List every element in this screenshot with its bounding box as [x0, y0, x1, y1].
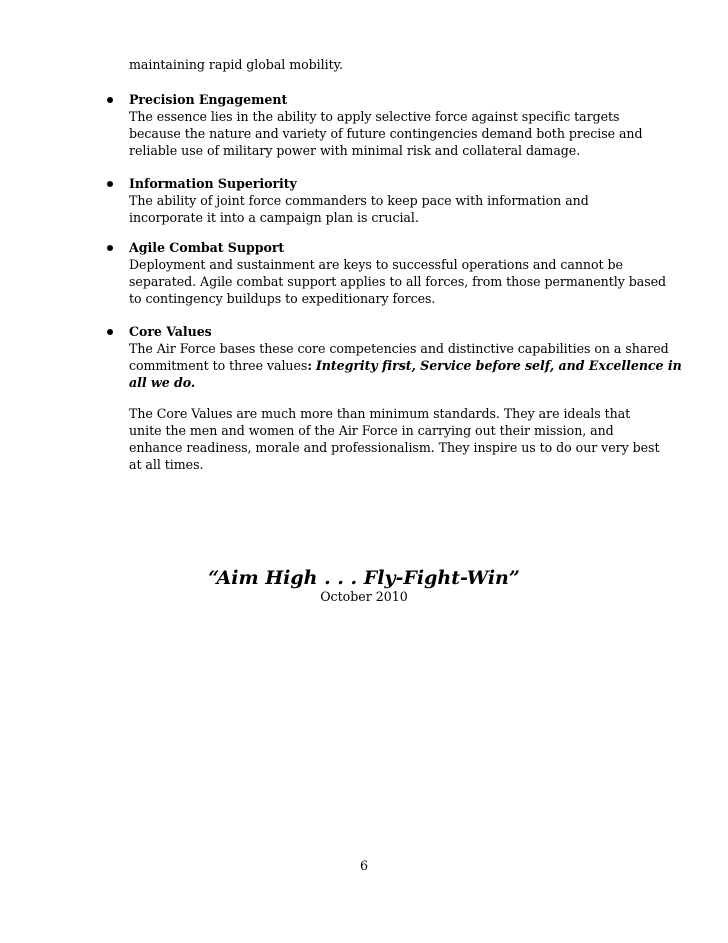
- item-text-line: because the nature and variety of future contingencies demand both precise and: [129, 126, 643, 141]
- bullet-icon: [106, 97, 116, 107]
- values-emphasis-cont: all we do.: [129, 375, 196, 390]
- intro-line: maintaining rapid global mobility.: [129, 57, 343, 72]
- item-text-line: reliable use of military power with minimal risk and collateral damage.: [129, 143, 581, 158]
- item-title-information-superiority: Information Superiority: [129, 176, 297, 191]
- date-line: October 2010: [320, 589, 408, 604]
- item-title-agile-combat-support: Agile Combat Support: [129, 240, 285, 255]
- core-values-line: [129, 357, 682, 375]
- item-text-line: Deployment and sustainment are keys to successful operations and cannot be: [129, 257, 623, 272]
- motto-heading: “Aim High . . . Fly-Fight-Win”: [208, 567, 520, 589]
- item-text-line: The essence lies in the ability to apply selective force against specific targets: [129, 109, 620, 124]
- item-text-line: The Air Force bases these core competencies and distinctive capabilities on a shared: [129, 341, 669, 356]
- values-colon: :: [307, 358, 312, 373]
- values-emphasis: Integrity first, Service before self, and Excellence in: [315, 358, 682, 373]
- paragraph-line: at all times.: [129, 457, 204, 472]
- item-title-precision-engagement: Precision Engagement: [129, 92, 288, 107]
- item-title-core-values: Core Values: [129, 324, 212, 339]
- bullet-icon: [106, 329, 116, 339]
- item-text-line: to contingency buildups to expeditionary forces.: [129, 291, 436, 306]
- paragraph-line: unite the men and women of the Air Force in carrying out their mission, and: [129, 423, 614, 438]
- paragraph-line: enhance readiness, morale and professionalism. They inspire us to do our very best: [129, 440, 660, 455]
- bullet-icon: [106, 181, 116, 191]
- item-text-line: separated. Agile combat support applies to all forces, from those permanently based: [129, 274, 667, 289]
- item-text-line: The ability of joint force commanders to keep pace with information and: [129, 193, 589, 208]
- page-number: 6: [359, 858, 368, 873]
- bullet-icon: [106, 245, 116, 255]
- paragraph-line: The Core Values are much more than minimum standards. They are ideals that: [129, 406, 631, 421]
- values-prefix: commitment to three values: [129, 358, 308, 373]
- item-text-line: incorporate it into a campaign plan is crucial.: [129, 210, 419, 225]
